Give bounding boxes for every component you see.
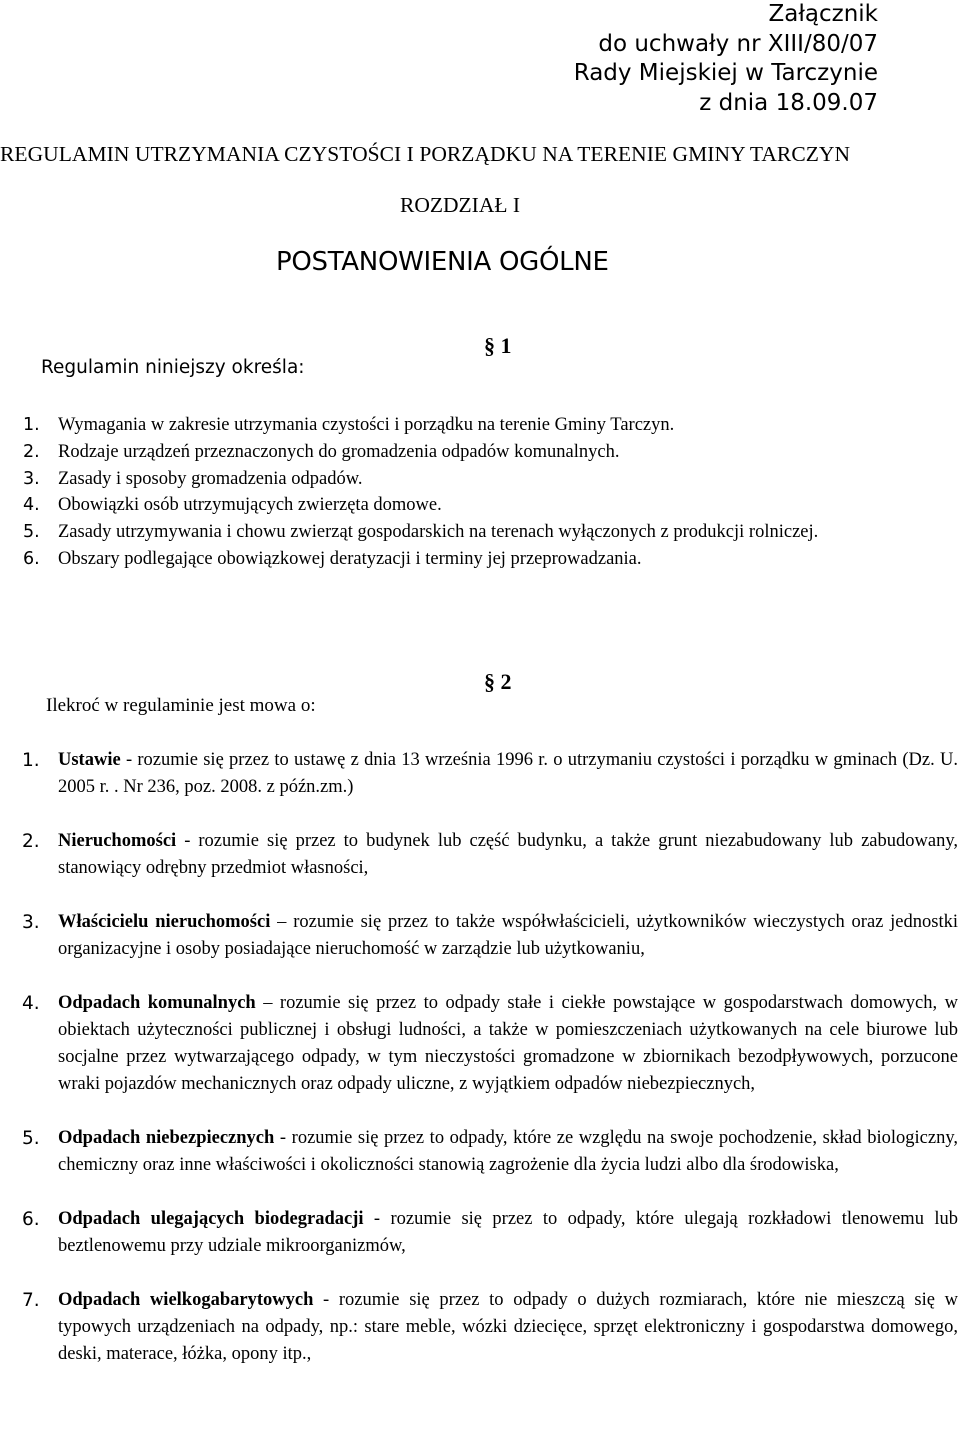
chapter-name: POSTANOWIENIA OGÓLNE	[276, 247, 609, 277]
definition-text: - rozumie się przez to ustawę z dnia 13 września 1996 r. o utrzymaniu czystości i porządku w gminach (Dz. U. 2005 r. . Nr 236, poz. 2008. z późn.zm.)	[58, 750, 958, 797]
attachment-label: Załącznik	[768, 1, 878, 27]
definition-item	[23, 1125, 958, 1179]
item-number: 4.	[23, 495, 40, 516]
resolution-date: z dnia 18.09.07	[699, 89, 878, 116]
defined-term: Odpadach niebezpiecznych	[58, 1128, 275, 1148]
council-name: Rady Miejskiej w Tarczynie	[573, 60, 878, 86]
definition-item	[23, 990, 958, 1098]
list-item	[23, 492, 958, 519]
defined-term: Odpadach wielkogabarytowych	[58, 1290, 314, 1310]
section-1-sign: § 1	[484, 333, 512, 358]
defined-term: Odpadach ulegających biodegradacji	[58, 1209, 364, 1229]
item-text: Obszary podlegające obowiązkowej deratyzacji i terminy jej przeprowadzania.	[58, 548, 642, 569]
list-item	[23, 412, 958, 439]
defined-term: Odpadach komunalnych	[58, 993, 256, 1013]
item-number: 6.	[22, 1209, 40, 1230]
item-number: 3.	[23, 468, 40, 489]
item-number: 3.	[22, 912, 40, 933]
definition-text: - rozumie się przez to odpady, które ulegają rozkładowi tlenowemu lub beztlenowemu przy udziale mikroorganizmów,	[58, 1209, 958, 1256]
item-text: Zasady i sposoby gromadzenia odpadów.	[58, 468, 363, 489]
item-number: 4.	[22, 993, 40, 1014]
section-2-sign: § 2	[484, 669, 512, 694]
item-number: 5.	[22, 1128, 40, 1149]
definition-item	[23, 1206, 958, 1260]
section-2-definitions	[23, 747, 958, 1395]
item-number: 7.	[22, 1290, 40, 1311]
section-1-intro: Regulamin niniejszy określa:	[41, 357, 305, 378]
defined-term: Nieruchomości	[58, 831, 177, 851]
item-number: 5.	[23, 522, 40, 543]
definition-text: - rozumie się przez to budynek lub część budynku, a także grunt niezabudowany lub zabudowany, stanowiący odrębny przedmiot własności,	[58, 831, 958, 878]
resolution-number: do uchwały nr XIII/80/07	[598, 30, 878, 57]
document-title: REGULAMIN UTRZYMANIA CZYSTOŚCI I PORZĄDKU NA TERENIE GMINY TARCZYN	[0, 142, 851, 166]
item-number: 1.	[23, 415, 40, 435]
item-number: 2.	[23, 441, 40, 462]
definition-text: - rozumie się przez to odpady o dużych rozmiarach, które nie mieszczą się w typowych urządzeniach na odpady, np.: stare meble, wózki dziecięce, sprzęt elektroniczny i gospodarstwa domowego, deski, materace, łóżka, opony itp.,	[58, 1290, 958, 1364]
item-text: Rodzaje urządzeń przeznaczonych do gromadzenia odpadów komunalnych.	[58, 441, 620, 462]
list-item	[23, 546, 958, 573]
section-1-list	[23, 412, 958, 573]
item-number: 2.	[22, 831, 40, 852]
definition-item	[23, 828, 958, 882]
item-text: Zasady utrzymywania i chowu zwierząt gospodarskich na terenach wyłączonych z produkcji rolniczej.	[58, 522, 819, 543]
definition-item	[23, 1287, 958, 1368]
list-item	[23, 439, 958, 466]
list-item	[23, 466, 958, 493]
definition-text: - rozumie się przez to odpady, które ze względu na swoje pochodzenie, skład biologiczny, chemiczny oraz inne właściwości i okoliczności stanowią zagrożenie dla życia ludzi albo dla środowiska,	[58, 1128, 958, 1175]
section-2-intro: Ilekroć w regulaminie jest mowa o:	[46, 695, 316, 716]
item-text: Obowiązki osób utrzymujących zwierzęta domowe.	[58, 495, 442, 516]
definition-item	[23, 747, 958, 801]
defined-term: Ustawie	[58, 750, 121, 770]
definition-item	[23, 909, 958, 963]
chapter-label: ROZDZIAŁ I	[400, 193, 521, 217]
definition-text: – rozumie się przez to także współwłaścicieli, użytkowników wieczystych oraz jednostki organizacyjne i osoby posiadające nieruchomość w zarządzie lub użytkowaniu,	[58, 912, 958, 959]
item-text: Wymagania w zakresie utrzymania czystości i porządku na terenie Gminy Tarczyn.	[58, 415, 675, 435]
item-number: 1.	[22, 750, 40, 771]
defined-term: Właścicielu nieruchomości	[58, 912, 271, 932]
item-number: 6.	[23, 548, 40, 569]
attachment-header	[574, 0, 878, 118]
definition-text: – rozumie się przez to odpady stałe i ciekłe powstające w gospodarstwach domowych, w obiektach użyteczności publicznej i obsługi ludności, a także w pomieszczeniach użytkowanych na cele biurowe lub socjalne przez wytwarzającego odpady, w tym nieczystości gromadzone w zbiornikach bezodpływowych, porzucone wraki pojazdów mechanicznych oraz odpady uliczne, z wyjątkiem odpadów niebezpiecznych,	[58, 993, 958, 1094]
list-item	[23, 519, 958, 546]
